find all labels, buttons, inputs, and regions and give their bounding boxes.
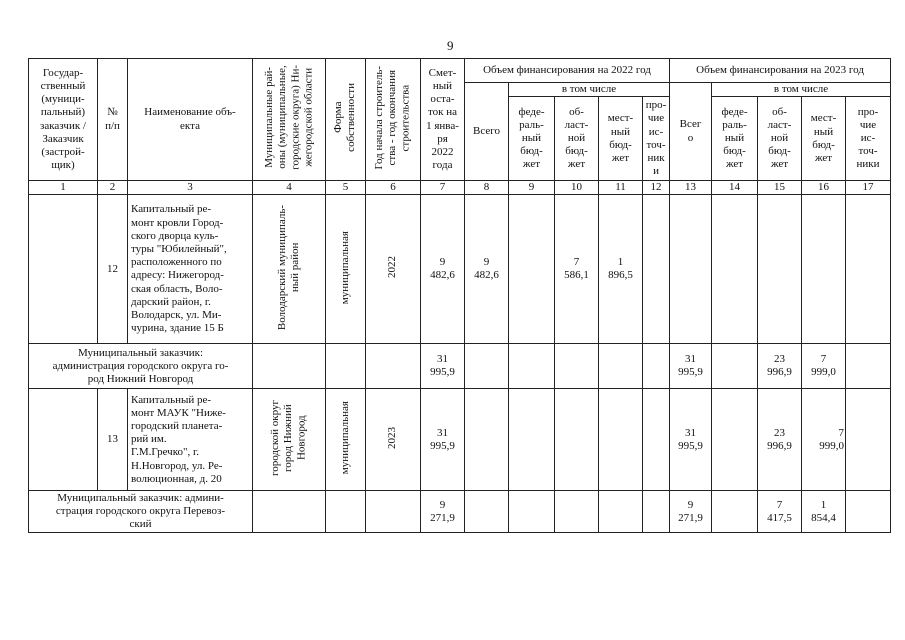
cell-other-2023 — [846, 195, 891, 344]
cell-other-2022 — [643, 195, 670, 344]
cell-empty — [846, 344, 891, 389]
header-years: Год начала строитель- ства - год окончания строительства — [373, 65, 412, 170]
cell-remaining: 31 995,9 — [421, 389, 465, 491]
cell-year — [366, 195, 421, 344]
col-num: 4 — [253, 181, 326, 195]
col-num: 7 — [421, 181, 465, 195]
col-num: 3 — [128, 181, 253, 195]
cell-empty — [253, 344, 326, 389]
header-total-2022: Всего — [465, 83, 509, 181]
table-row-12 — [29, 195, 891, 344]
col-num: 1 — [29, 181, 98, 195]
year-text: 2022 — [386, 256, 399, 279]
subtotal-row-2 — [29, 491, 891, 533]
header-customer: Государ- ственный (муници- пальный) заказчик / Заказчик (застрой- щик) — [29, 59, 98, 181]
cell-regional-2023 — [758, 195, 802, 344]
cell-regional-2023: 23 996,9 — [758, 344, 802, 389]
cell-empty — [509, 491, 555, 533]
page-number: 9 — [447, 38, 454, 53]
cell-local-2022: 1 896,5 — [599, 195, 643, 344]
cell-regional-2023: 23 996,9 — [758, 389, 802, 491]
cell-local-2023: 7 999,0 — [802, 344, 846, 389]
cell-ownership — [326, 389, 366, 491]
cell-object-name: Капитальный ре- монт МАУК "Ниже- городский планета- рий им. Г.М.Гречко", г. Н.Новгород, ул. Ре- волюционная, д. 20 — [128, 389, 253, 491]
cell-ownership — [326, 195, 366, 344]
header-regional-2023: об- ласт- ной бюд- жет — [758, 97, 802, 181]
cell-remaining: 9 482,6 — [421, 195, 465, 344]
cell-year — [366, 389, 421, 491]
cell-federal-2022 — [509, 389, 555, 491]
header-local-2022: мест- ный бюд- жет — [599, 97, 643, 181]
cell-empty — [253, 491, 326, 533]
cell-empty — [712, 344, 758, 389]
subtotal-label: Муниципальный заказчик: администрация городского округа го- род Нижний Новгород — [29, 344, 253, 389]
district-text: городской округ город Нижний Новгород — [269, 399, 308, 476]
cell-regional-2023: 7 417,5 — [758, 491, 802, 533]
subtotal-row-1 — [29, 344, 891, 389]
cell-local-2023 — [802, 195, 846, 344]
ownership-text: муниципальная — [338, 230, 351, 304]
financing-table — [28, 58, 891, 533]
col-num: 11 — [599, 181, 643, 195]
cell-federal-2023 — [712, 195, 758, 344]
cell-empty — [599, 344, 643, 389]
cell-local-2023: 1 854,4 — [802, 491, 846, 533]
header-num: № п/п — [98, 59, 128, 181]
cell-empty — [366, 491, 421, 533]
cell-empty — [846, 491, 891, 533]
header-federal-2022: феде- раль- ный бюд- жет — [509, 97, 555, 181]
col-num: 15 — [758, 181, 802, 195]
cell-empty — [712, 491, 758, 533]
header-districts-cell — [253, 59, 326, 181]
cell-total-2023 — [670, 195, 712, 344]
cell-empty — [326, 491, 366, 533]
col-num: 6 — [366, 181, 421, 195]
cell-total-2023: 9 271,9 — [670, 491, 712, 533]
header-other-2023: про- чие ис- точ- ники — [846, 97, 891, 181]
col-num: 9 — [509, 181, 555, 195]
cell-empty — [326, 344, 366, 389]
cell-total-2022: 9 482,6 — [465, 195, 509, 344]
header-remaining: Смет- ный оста- ток на 1 янва- ря 2022 года — [421, 59, 465, 181]
cell-empty — [465, 491, 509, 533]
header-fin-2023: Объем финансирования на 2023 год — [670, 59, 891, 83]
col-num: 16 — [802, 181, 846, 195]
header-regional-2022: об- ласт- ной бюд- жет — [555, 97, 599, 181]
header-including-2023: в том числе — [712, 83, 891, 97]
column-number-row — [29, 181, 891, 195]
cell-local-2023: 7 999,0 — [802, 389, 846, 491]
header-local-2023: мест- ный бюд- жет — [802, 97, 846, 181]
cell-total-2023: 31 995,9 — [670, 389, 712, 491]
cell-federal-2023 — [712, 389, 758, 491]
header-total-2023: Всег о — [670, 83, 712, 181]
header-ownership: Форма собственности — [332, 83, 358, 152]
ownership-text: муниципальная — [338, 401, 351, 475]
cell-regional-2022: 7 586,1 — [555, 195, 599, 344]
cell-empty — [509, 344, 555, 389]
cell-empty — [599, 491, 643, 533]
cell-customer — [29, 195, 98, 344]
col-num: 17 — [846, 181, 891, 195]
header-ownership-cell — [326, 59, 366, 181]
col-num: 5 — [326, 181, 366, 195]
cell-object-name: Капитальный ре- монт кровли Город- ского дворца куль- туры "Юбилейный", расположенного по адресу: Нижегород- ская область, Воло- дарский район, г. Володарск, ул. Ми- чурина, здание 15 Б — [128, 195, 253, 344]
cell-regional-2022 — [555, 389, 599, 491]
cell-remaining: 31 995,9 — [421, 344, 465, 389]
cell-empty — [555, 344, 599, 389]
cell-remaining: 9 271,9 — [421, 491, 465, 533]
cell-other-2022 — [643, 389, 670, 491]
col-num: 12 — [643, 181, 670, 195]
header-including-2022: в том числе — [509, 83, 670, 97]
cell-num: 12 — [98, 195, 128, 344]
cell-empty — [366, 344, 421, 389]
header-other-2022: про- чие ис- точ- ник и — [643, 97, 670, 181]
col-num: 2 — [98, 181, 128, 195]
header-districts: Муниципальные рай- оны (муниципальные, городские округа) Ни- жегородской области — [262, 65, 315, 170]
cell-num: 13 — [98, 389, 128, 491]
cell-empty — [465, 344, 509, 389]
cell-empty — [643, 344, 670, 389]
col-num: 8 — [465, 181, 509, 195]
cell-total-2023: 31 995,9 — [670, 344, 712, 389]
cell-customer — [29, 389, 98, 491]
header-row-1 — [29, 59, 891, 83]
table-row-13 — [29, 389, 891, 491]
header-federal-2023: феде- раль- ный бюд- жет — [712, 97, 758, 181]
subtotal-label: Муниципальный заказчик: админи- страция городского округа Перевоз- ский — [29, 491, 253, 533]
cell-district — [253, 195, 326, 344]
cell-federal-2022 — [509, 195, 555, 344]
col-num: 10 — [555, 181, 599, 195]
cell-empty — [555, 491, 599, 533]
col-num: 13 — [670, 181, 712, 195]
header-years-cell — [366, 59, 421, 181]
district-text: Володарский муниципаль- ный район — [275, 204, 301, 330]
col-num: 14 — [712, 181, 758, 195]
cell-other-2023 — [846, 389, 891, 491]
cell-total-2022 — [465, 389, 509, 491]
header-object-name: Наименование объ- екта — [128, 59, 253, 181]
header-fin-2022: Объем финансирования на 2022 год — [465, 59, 670, 83]
cell-local-2022 — [599, 389, 643, 491]
cell-district — [253, 389, 326, 491]
year-text: 2023 — [386, 426, 399, 449]
cell-empty — [643, 491, 670, 533]
